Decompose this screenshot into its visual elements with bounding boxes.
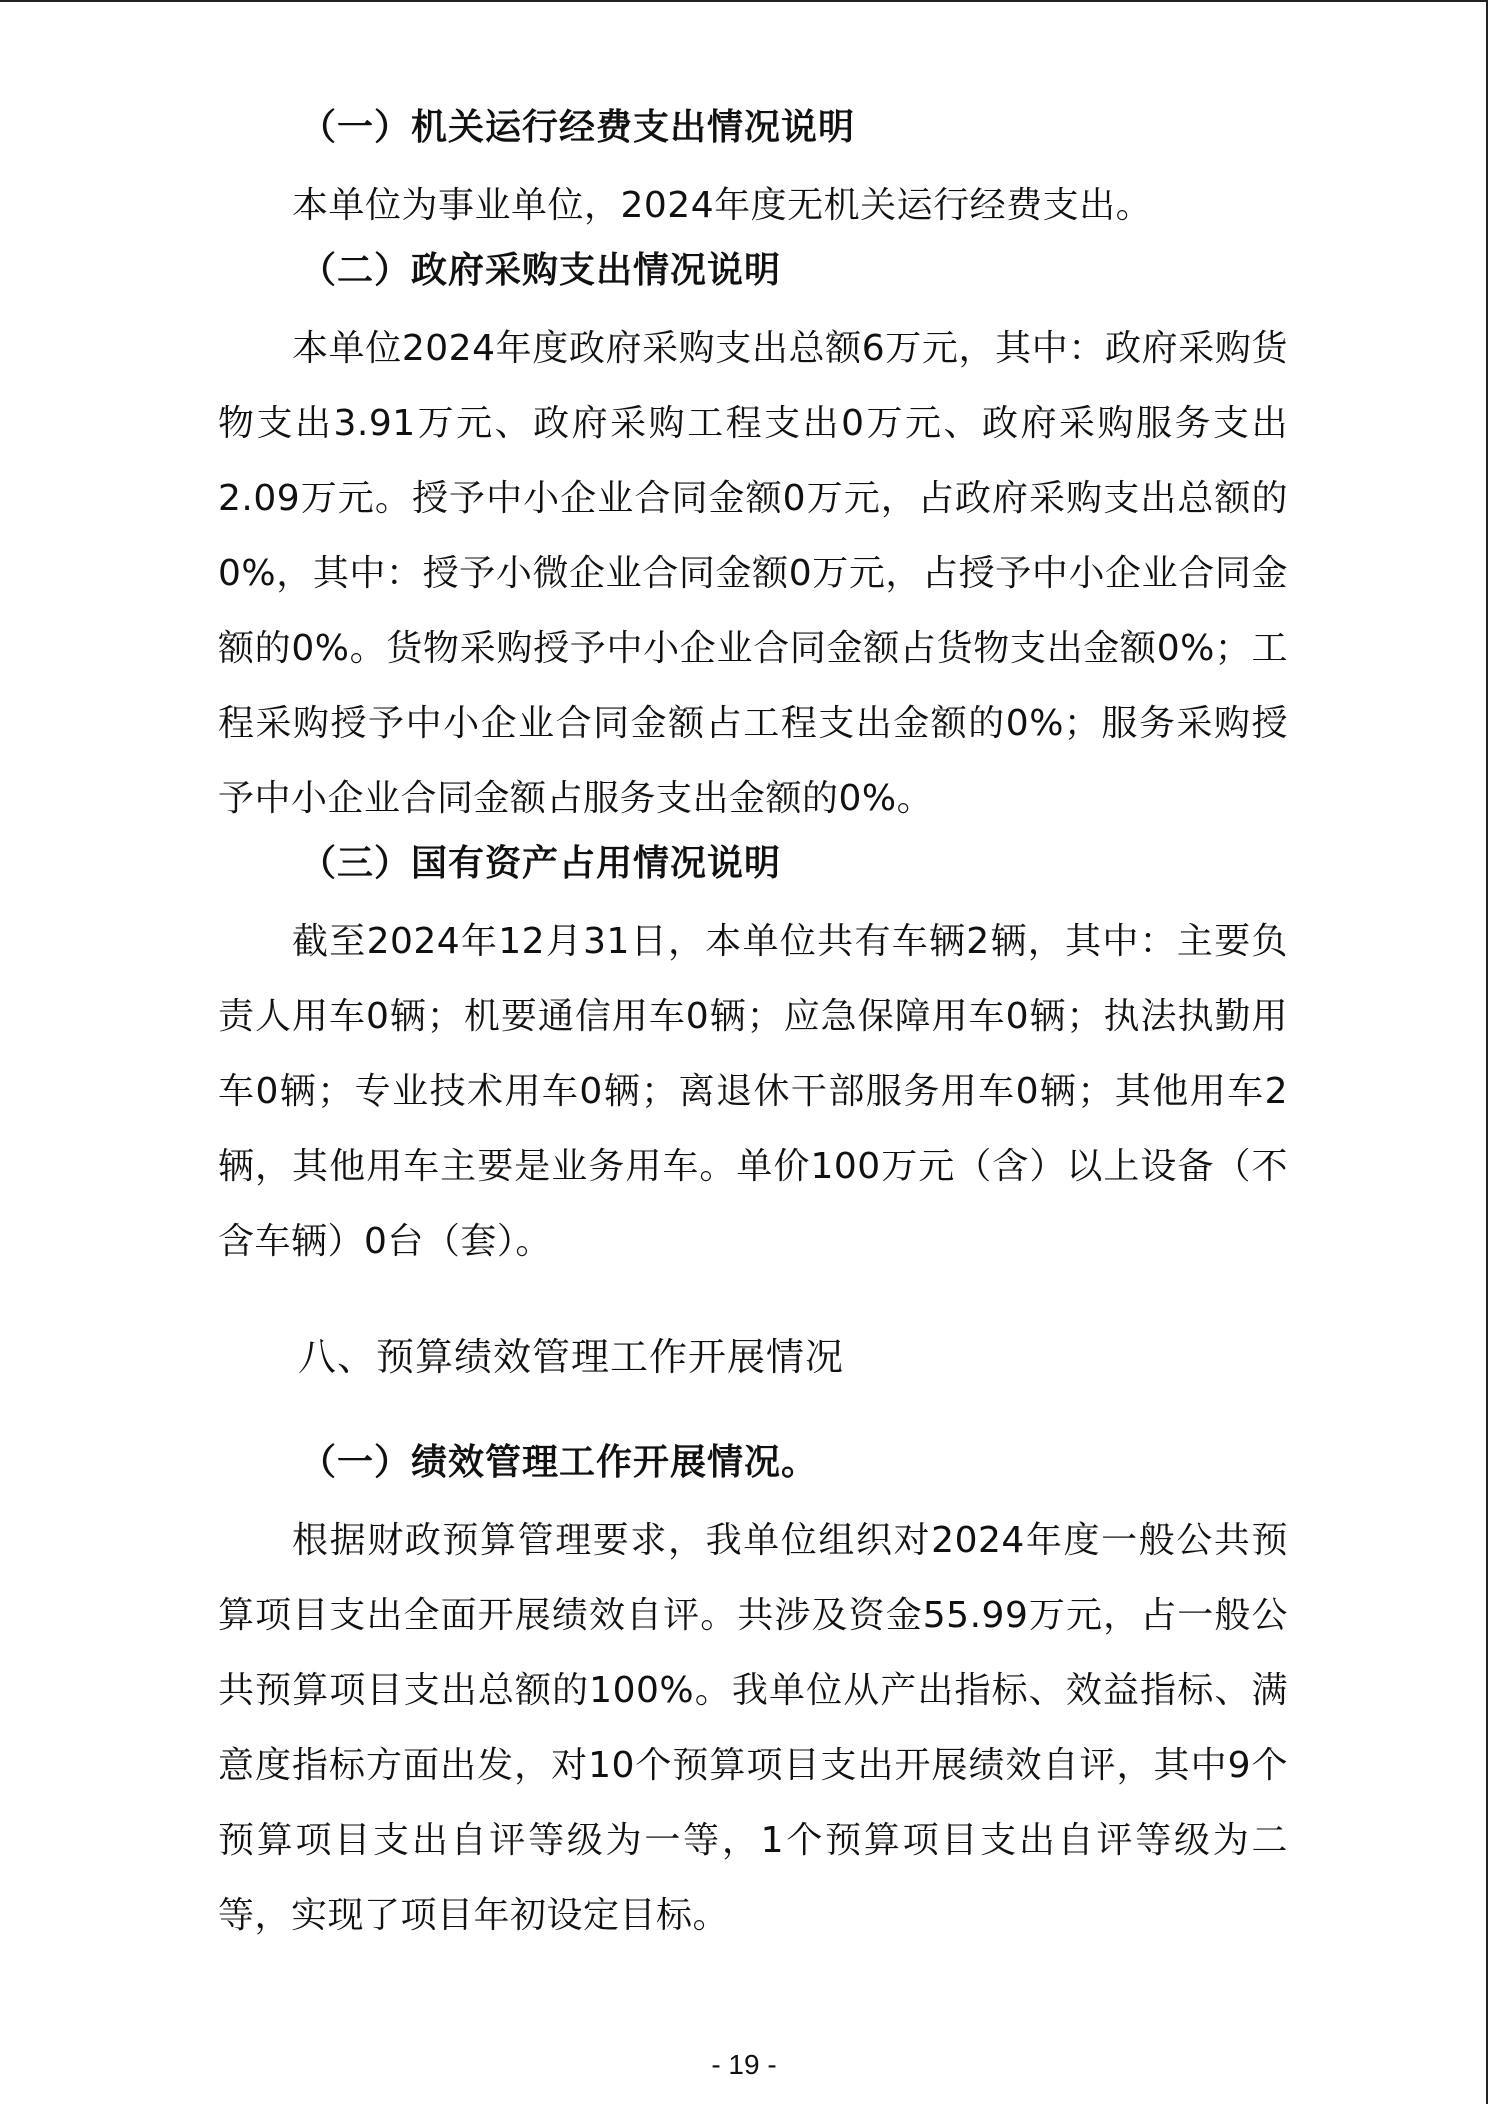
section-heading-performance-work: （一）绩效管理工作开展情况。 bbox=[300, 1442, 819, 1483]
page-number: - 19 - bbox=[711, 2049, 777, 2080]
paragraph-state-assets: 截至2024年12月31日，本单位共有车辆2辆，其中：主要负责人用车0辆；机要通信用车0辆；应急保障用车0辆；执法执勤用车0辆；专业技术用车0辆；离退休干部服务用车0辆；其他用车2辆，其他用车主要是业务用车。单价100万元（含）以上设备（不含车辆）0台（套）。 bbox=[218, 921, 1288, 1262]
chapter-heading-performance-management: 八、预算绩效管理工作开展情况 bbox=[298, 1335, 845, 1379]
paragraph-procurement: 本单位2024年度政府采购支出总额6万元，其中：政府采购货物支出3.91万元、政府采购工程支出0万元、政府采购服务支出2.09万元。授予中小企业合同金额0万元，占政府采购支出总额的0%，其中：授予小微企业合同金额0万元，占授予中小企业合同金额的0%。货物采购授予中小企业合同金额占货物支出金额0%；工程采购授予中小企业合同金额占工程支出金额的0%；服务采购授予中小企业合同金额占服务支出金额的0%。 bbox=[218, 328, 1288, 819]
paragraph-operating-expenses: 本单位为事业单位，2024年度无机关运行经费支出。 bbox=[292, 185, 1153, 226]
section-heading-procurement: （二）政府采购支出情况说明 bbox=[300, 250, 782, 291]
document-body bbox=[218, 100, 1288, 1953]
page-border-top bbox=[0, 0, 1488, 2]
section-heading-operating-expenses: （一）机关运行经费支出情况说明 bbox=[300, 107, 856, 148]
section-heading-state-assets: （三）国有资产占用情况说明 bbox=[300, 843, 782, 884]
paragraph-performance-work: 根据财政预算管理要求，我单位组织对2024年度一般公共预算项目支出全面开展绩效自评。共涉及资金55.99万元，占一般公共预算项目支出总额的100%。我单位从产出指标、效益指标、满意度指标方面出发，对10个预算项目支出开展绩效自评，其中9个预算项目支出自评等级为一等，1个预算项目支出自评等级为二等，实现了项目年初设定目标。 bbox=[218, 1520, 1288, 1936]
